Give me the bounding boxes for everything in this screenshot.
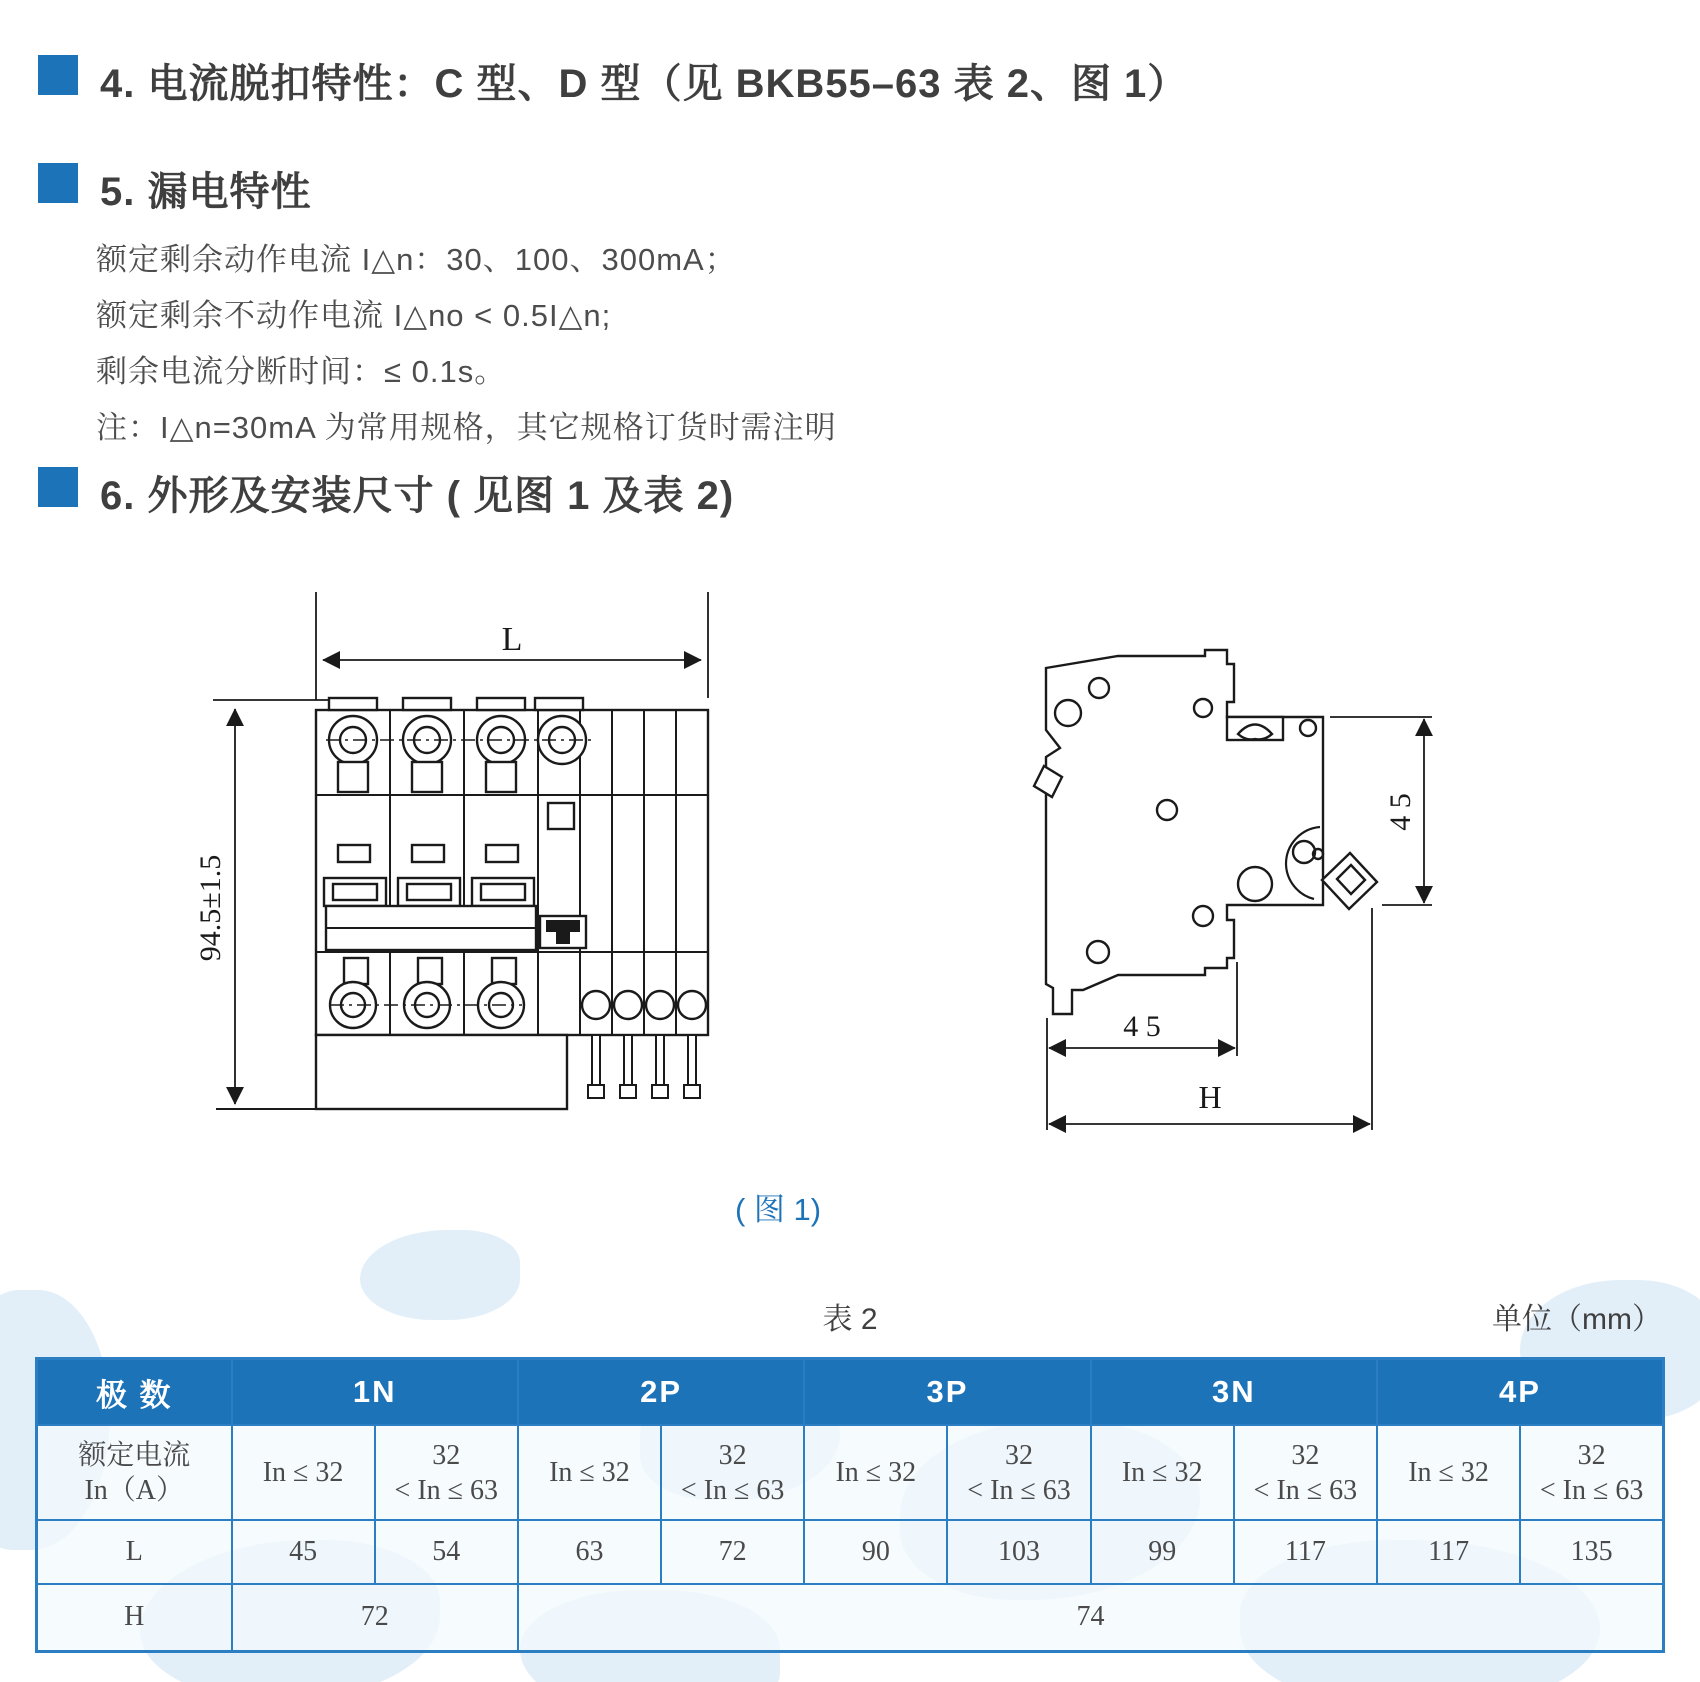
length-value: 63 (518, 1520, 661, 1584)
range-cell: In ≤ 32 (1091, 1425, 1234, 1520)
range-cell: 32 < In ≤ 63 (661, 1425, 804, 1520)
range-cell: In ≤ 32 (232, 1425, 375, 1520)
range-cell: In ≤ 32 (1377, 1425, 1520, 1520)
leakage-spec-line-2: 额定剩余不动作电流 I△no < 0.5I△n; (96, 298, 612, 333)
length-value: 90 (804, 1520, 947, 1584)
length-value: 135 (1520, 1520, 1663, 1584)
height-row-label: H (37, 1584, 232, 1651)
front-height-dim-label: 94.5±1.5 (194, 854, 227, 962)
length-value: 99 (1091, 1520, 1234, 1584)
length-value: 54 (375, 1520, 518, 1584)
blue-square-icon (38, 163, 78, 203)
range-cell: 32 < In ≤ 63 (1234, 1425, 1377, 1520)
range-cell: 32 < In ≤ 63 (947, 1425, 1090, 1520)
length-value: 72 (661, 1520, 804, 1584)
leakage-spec-line-4: 注：I△n=30mA 为常用规格，其它规格订货时需注明 (96, 410, 837, 445)
section-6-heading (38, 464, 734, 521)
section-6-title: 6. 外形及安装尺寸 ( 见图 1 及表 2) (100, 474, 735, 518)
height-row (37, 1584, 1664, 1651)
height-value-1n: 72 (232, 1584, 518, 1651)
side-view-drawing (1034, 650, 1432, 1130)
blue-square-icon (38, 467, 78, 507)
leakage-spec-line-3: 剩余电流分断时间：≤ 0.1s。 (96, 354, 507, 389)
range-cell: In ≤ 32 (804, 1425, 947, 1520)
blue-square-icon (38, 55, 78, 95)
front-width-dim-label: L (501, 621, 523, 658)
length-value: 103 (947, 1520, 1090, 1584)
length-value: 117 (1377, 1520, 1520, 1584)
pole-header-3p: 3P (804, 1359, 1090, 1426)
pole-header-4p: 4P (1377, 1359, 1664, 1426)
dimensions-table (35, 1357, 1665, 1653)
table-header-row (37, 1359, 1664, 1426)
table-caption: 表 2 (822, 1303, 878, 1336)
side-height-dim-label: H (1198, 1079, 1222, 1115)
range-cell: 32 < In ≤ 63 (1520, 1425, 1663, 1520)
length-value: 117 (1234, 1520, 1377, 1584)
pole-header-1n: 1N (232, 1359, 518, 1426)
range-cell: 32 < In ≤ 63 (375, 1425, 518, 1520)
section-4-title: 4. 电流脱扣特性：C 型、D 型（见 BKB55–63 表 2、图 1） (100, 62, 1189, 106)
figure-caption: ( 图 1) (734, 1192, 822, 1227)
side-depth-dim-label-bottom: 4 5 (1123, 1010, 1161, 1043)
pole-header-2p: 2P (518, 1359, 804, 1426)
section-5-heading (38, 160, 311, 217)
section-4-heading (38, 52, 1188, 109)
rated-current-row (37, 1425, 1664, 1520)
height-value-rest: 74 (518, 1584, 1664, 1651)
length-row (37, 1520, 1664, 1584)
front-view-drawing (213, 592, 708, 1109)
table-unit-label: 单位（mm） (1492, 1303, 1662, 1336)
section-5-title: 5. 漏电特性 (100, 170, 312, 214)
range-cell: In ≤ 32 (518, 1425, 661, 1520)
side-depth-dim-label-right: 4 5 (1384, 793, 1417, 831)
pole-header-3n: 3N (1091, 1359, 1377, 1426)
length-row-label: L (37, 1520, 232, 1584)
rated-current-label: 额定电流 In（A） (37, 1425, 232, 1520)
pole-count-header: 极 数 (37, 1359, 232, 1426)
leakage-spec-line-1: 额定剩余动作电流 I△n：30、100、300mA； (96, 242, 737, 277)
length-value: 45 (232, 1520, 375, 1584)
